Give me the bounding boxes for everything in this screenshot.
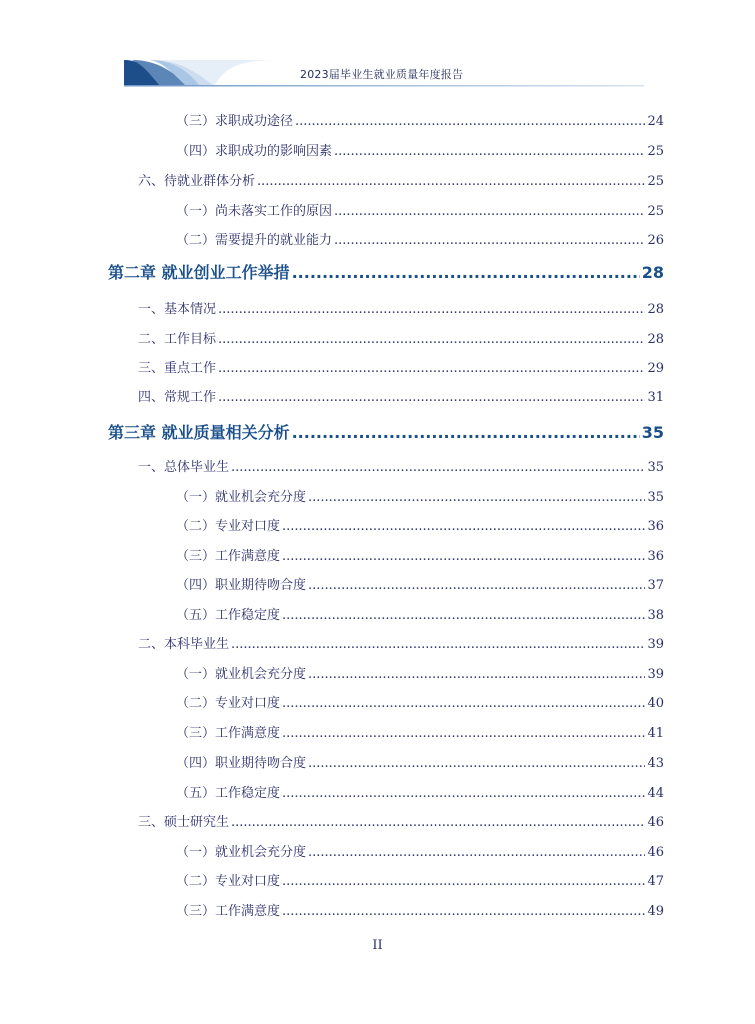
toc-entry-page-number: 44: [647, 786, 664, 801]
toc-dot-leader: [334, 204, 645, 219]
toc-entry-label: （二）需要提升的就业能力: [176, 233, 333, 248]
toc-subsection-entry[interactable]: [176, 752, 664, 771]
toc-chapter-entry[interactable]: [108, 260, 664, 283]
toc-entry-label: （二）专业对口度: [176, 874, 281, 889]
toc-section-entry[interactable]: [138, 811, 664, 830]
toc-subsection-entry[interactable]: [176, 229, 664, 248]
toc-entry-label: （二）专业对口度: [176, 519, 281, 534]
toc-entry-page-number: 31: [647, 390, 664, 405]
toc-entry-page-number: 40: [647, 696, 664, 711]
toc-section-entry[interactable]: [138, 170, 664, 189]
toc-subsection-entry[interactable]: [176, 200, 664, 219]
toc-dot-leader: [308, 756, 645, 771]
toc-subsection-entry[interactable]: [176, 574, 664, 593]
toc-entry-page-number: 24: [647, 114, 664, 129]
toc-dot-leader: [308, 490, 645, 505]
toc-subsection-entry[interactable]: [176, 486, 664, 505]
toc-subsection-entry[interactable]: [176, 841, 664, 860]
toc-entry-page-number: 28: [647, 302, 664, 317]
toc-entry-page-number: 36: [647, 519, 664, 534]
toc-dot-leader: [218, 302, 645, 317]
toc-entry-page-number: 25: [647, 144, 664, 159]
toc-dot-leader: [282, 608, 645, 623]
toc-entry-label: 四、常规工作: [138, 390, 217, 405]
toc-entry-page-number: 37: [647, 578, 664, 593]
toc-entry-page-number: 25: [647, 174, 664, 189]
toc-dot-leader: [308, 578, 645, 593]
toc-entry-page-number: 29: [647, 361, 664, 376]
toc-entry-label: （一）就业机会充分度: [176, 490, 307, 505]
toc-dot-leader: [231, 637, 645, 652]
toc-subsection-entry[interactable]: [176, 782, 664, 801]
toc-entry-page-number: 28: [647, 332, 664, 347]
toc-entry-label: （二）专业对口度: [176, 696, 281, 711]
toc-entry-page-number: 38: [647, 608, 664, 623]
toc-entry-label: （五）工作稳定度: [176, 786, 281, 801]
toc-section-entry[interactable]: [138, 386, 664, 405]
toc-dot-leader: [295, 114, 645, 129]
toc-dot-leader: [231, 460, 645, 475]
toc-subsection-entry[interactable]: [176, 663, 664, 682]
toc-entry-label: 二、本科毕业生: [138, 637, 230, 652]
toc-dot-leader: [308, 845, 645, 860]
toc-dot-leader: [218, 390, 645, 405]
toc-entry-page-number: 35: [647, 490, 664, 505]
toc-section-entry[interactable]: [138, 633, 664, 652]
toc-subsection-entry[interactable]: [176, 604, 664, 623]
toc-section-entry[interactable]: [138, 456, 664, 475]
toc-entry-label: （三）求职成功途径: [176, 114, 294, 129]
toc-dot-leader: [308, 667, 645, 682]
toc-dot-leader: [282, 696, 645, 711]
toc-chapter-entry[interactable]: [108, 420, 664, 443]
toc-entry-label: （五）工作稳定度: [176, 608, 281, 623]
toc-entry-page-number: 28: [641, 263, 664, 282]
toc-subsection-entry[interactable]: [176, 900, 664, 919]
toc-section-entry[interactable]: [138, 298, 664, 317]
toc-entry-label: （一）就业机会充分度: [176, 667, 307, 682]
toc-entry-page-number: 41: [647, 726, 664, 741]
toc-entry-label: 三、硕士研究生: [138, 815, 230, 830]
toc-dot-leader: [218, 361, 645, 376]
toc-entry-label: 一、基本情况: [138, 302, 217, 317]
toc-section-entry[interactable]: [138, 357, 664, 376]
toc-entry-page-number: 25: [647, 204, 664, 219]
toc-dot-leader: [218, 332, 645, 347]
toc-subsection-entry[interactable]: [176, 545, 664, 564]
toc-entry-page-number: 35: [641, 423, 664, 442]
toc-entry-label: （四）职业期待吻合度: [176, 756, 307, 771]
toc-entry-page-number: 35: [647, 460, 664, 475]
toc-entry-page-number: 49: [647, 904, 664, 919]
toc-subsection-entry[interactable]: [176, 140, 664, 159]
toc-entry-label: 三、重点工作: [138, 361, 217, 376]
toc-entry-label: （一）尚未落实工作的原因: [176, 204, 333, 219]
toc-dot-leader: [282, 549, 645, 564]
toc-dot-leader: [292, 423, 640, 442]
toc-section-entry[interactable]: [138, 328, 664, 347]
toc-entry-label: 第三章 就业质量相关分析: [108, 423, 290, 442]
toc-entry-label: （一）就业机会充分度: [176, 845, 307, 860]
toc-dot-leader: [334, 144, 645, 159]
toc-subsection-entry[interactable]: [176, 515, 664, 534]
toc-entry-label: （三）工作满意度: [176, 904, 281, 919]
toc-entry-page-number: 39: [647, 637, 664, 652]
toc-entry-page-number: 43: [647, 756, 664, 771]
toc-subsection-entry[interactable]: [176, 870, 664, 889]
toc-entry-label: 六、待就业群体分析: [138, 174, 256, 189]
toc-dot-leader: [292, 263, 640, 282]
page-number: II: [372, 938, 383, 953]
toc-dot-leader: [282, 786, 645, 801]
toc-dot-leader: [282, 874, 645, 889]
toc-entry-label: 第二章 就业创业工作举措: [108, 263, 290, 282]
toc-entry-page-number: 26: [647, 233, 664, 248]
toc-entry-page-number: 47: [647, 874, 664, 889]
report-title: 2023届毕业生就业质量年度报告: [300, 68, 464, 81]
toc-dot-leader: [282, 726, 645, 741]
toc-subsection-entry[interactable]: [176, 722, 664, 741]
toc-dot-leader: [282, 904, 645, 919]
toc-entry-page-number: 39: [647, 667, 664, 682]
toc-subsection-entry[interactable]: [176, 110, 664, 129]
toc-entry-label: （四）职业期待吻合度: [176, 578, 307, 593]
toc-entry-label: （三）工作满意度: [176, 726, 281, 741]
toc-entry-label: 二、工作目标: [138, 332, 217, 347]
toc-dot-leader: [231, 815, 645, 830]
toc-entry-label: （四）求职成功的影响因素: [176, 144, 333, 159]
toc-entry-page-number: 46: [647, 815, 664, 830]
toc-entry-label: 一、总体毕业生: [138, 460, 230, 475]
toc-entry-page-number: 46: [647, 845, 664, 860]
toc-dot-leader: [282, 519, 645, 534]
toc-subsection-entry[interactable]: [176, 692, 664, 711]
toc-entry-page-number: 36: [647, 549, 664, 564]
page-header: [0, 0, 755, 96]
toc-entry-label: （三）工作满意度: [176, 549, 281, 564]
toc-dot-leader: [257, 174, 645, 189]
toc-dot-leader: [334, 233, 645, 248]
